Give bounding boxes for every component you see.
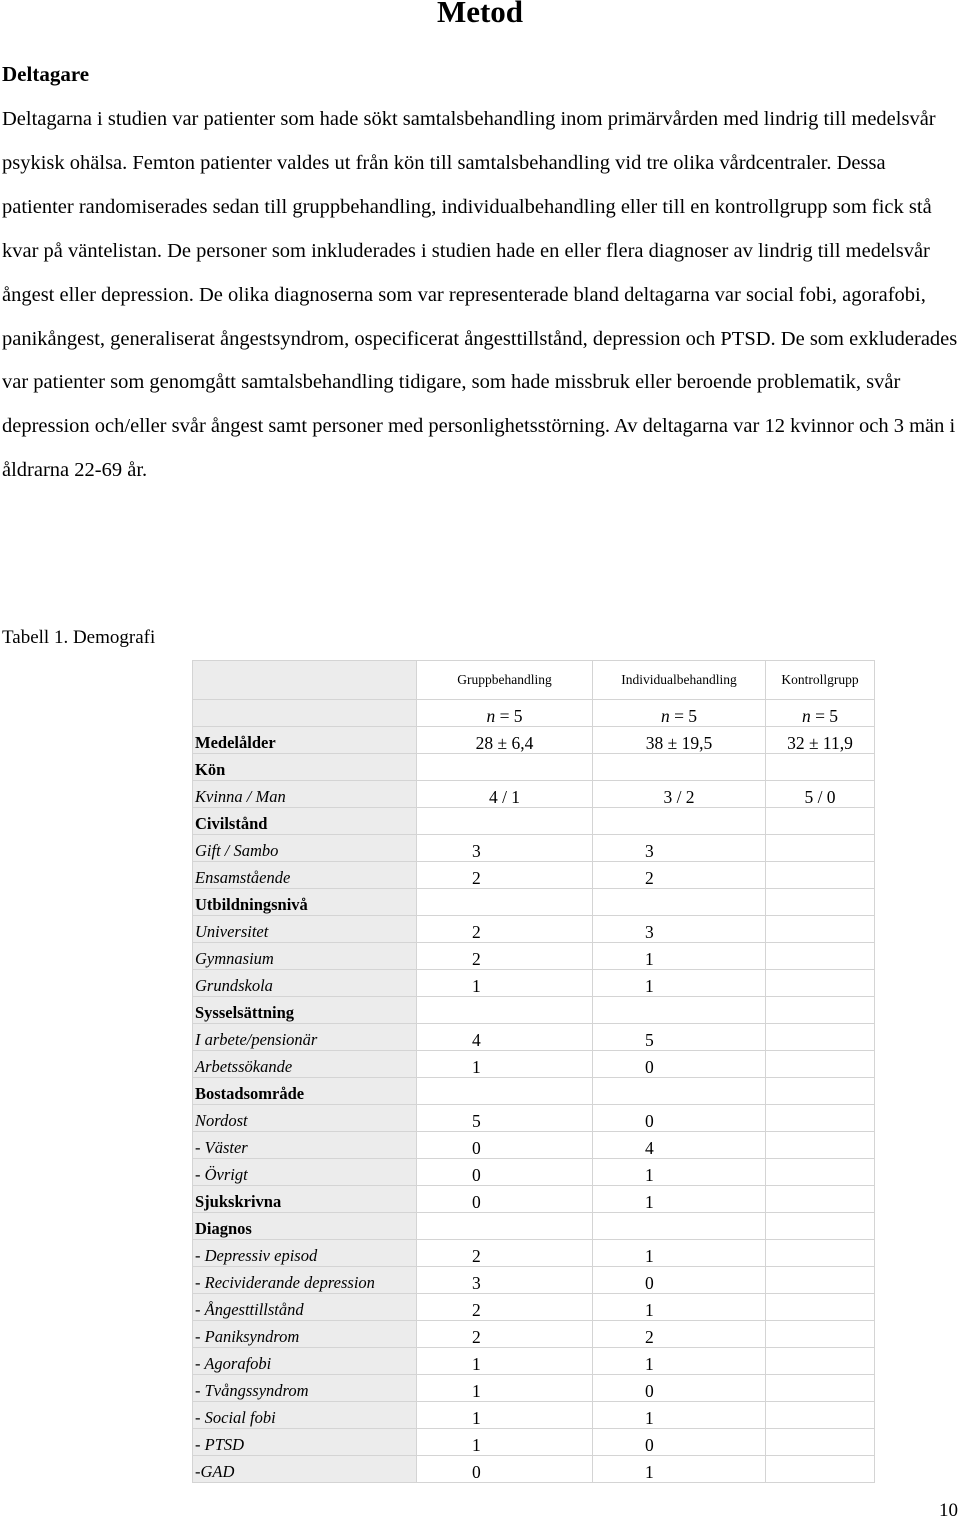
value-cell (593, 889, 766, 916)
value-cell: 3 (417, 1267, 593, 1294)
value-cell (417, 1078, 593, 1105)
value-cell: 4 (593, 1132, 766, 1159)
header-empty-cell (193, 661, 417, 700)
value-cell: 2 (593, 1321, 766, 1348)
table-row (193, 1159, 875, 1186)
row-label: Medelålder (193, 727, 417, 754)
table-body (193, 661, 875, 1483)
value-cell: 3 (593, 916, 766, 943)
value-cell: 1 (417, 1051, 593, 1078)
value-cell (766, 754, 875, 781)
value-cell: 1 (593, 1240, 766, 1267)
value-cell: 2 (417, 916, 593, 943)
table-row (193, 862, 875, 889)
row-label: Bostadsområde (193, 1078, 417, 1105)
value-cell: 1 (593, 1402, 766, 1429)
value-cell: 0 (593, 1375, 766, 1402)
sample-size-row (193, 700, 875, 727)
row-label: Sjukskrivna (193, 1186, 417, 1213)
value-cell: 1 (417, 1402, 593, 1429)
row-label: - Recividerande depression (193, 1267, 417, 1294)
value-cell: 38 ± 19,5 (593, 727, 766, 754)
value-cell: 0 (593, 1051, 766, 1078)
value-cell (766, 1132, 875, 1159)
row-label: Diagnos (193, 1213, 417, 1240)
column-header-gruppbehandling: Gruppbehandling (417, 661, 593, 700)
table-row (193, 1402, 875, 1429)
value-cell (766, 1375, 875, 1402)
value-cell: 3 (417, 835, 593, 862)
value-cell (766, 1024, 875, 1051)
value-cell (766, 889, 875, 916)
value-cell (593, 1213, 766, 1240)
value-cell (766, 997, 875, 1024)
value-cell: 0 (417, 1132, 593, 1159)
value-cell: 1 (417, 1375, 593, 1402)
row-label: - Social fobi (193, 1402, 417, 1429)
value-cell (766, 1051, 875, 1078)
value-cell: 4 / 1 (417, 781, 593, 808)
value-cell: 0 (593, 1105, 766, 1132)
value-cell: 1 (593, 1294, 766, 1321)
table-caption: Tabell 1. Demografi (2, 627, 156, 648)
table-row (193, 781, 875, 808)
table-row (193, 889, 875, 916)
value-cell: 2 (417, 1321, 593, 1348)
value-cell: 1 (417, 1348, 593, 1375)
row-label: - Paniksyndrom (193, 1321, 417, 1348)
row-label: Grundskola (193, 970, 417, 997)
value-cell (766, 1402, 875, 1429)
row-label: - Övrigt (193, 1159, 417, 1186)
value-cell: 2 (417, 1240, 593, 1267)
row-label: Sysselsättning (193, 997, 417, 1024)
value-cell: 3 (593, 835, 766, 862)
row-label: Utbildningsnivå (193, 889, 417, 916)
value-cell (766, 862, 875, 889)
row-label: Ensamstående (193, 862, 417, 889)
value-cell (593, 997, 766, 1024)
row-label: Gift / Sambo (193, 835, 417, 862)
value-cell (766, 1186, 875, 1213)
table-row (193, 1132, 875, 1159)
value-cell: 2 (593, 862, 766, 889)
value-cell: 1 (593, 970, 766, 997)
row-label: - Agorafobi (193, 1348, 417, 1375)
value-cell: 1 (417, 1429, 593, 1456)
value-cell (593, 754, 766, 781)
value-cell (766, 1078, 875, 1105)
value-cell (417, 889, 593, 916)
table-row (193, 835, 875, 862)
table-row (193, 1429, 875, 1456)
value-cell (766, 1159, 875, 1186)
value-cell (766, 1294, 875, 1321)
row-label: Nordost (193, 1105, 417, 1132)
table-row (193, 1024, 875, 1051)
row-label: Kvinna / Man (193, 781, 417, 808)
table-row (193, 1078, 875, 1105)
value-cell: 0 (417, 1159, 593, 1186)
value-cell: 5 (417, 1105, 593, 1132)
table-row (193, 943, 875, 970)
value-cell (766, 1105, 875, 1132)
row-label: - Tvångssyndrom (193, 1375, 417, 1402)
sample-size-cell: n = 5 (766, 700, 875, 727)
row-label: - Väster (193, 1132, 417, 1159)
table-row (193, 1213, 875, 1240)
value-cell (417, 997, 593, 1024)
value-cell (417, 1213, 593, 1240)
value-cell: 28 ± 6,4 (417, 727, 593, 754)
row-label: Gymnasium (193, 943, 417, 970)
column-header-kontrollgrupp: Kontrollgrupp (766, 661, 875, 700)
body-paragraph: Deltagarna i studien var patienter som hade sökt samtalsbehandling inom primärvården med lindrig till medelsvår psykisk ohälsa. Femton patienter valdes ut från kön till samtalsbehandling vid tre olika vårdcentraler. Dessa patienter randomiserades sedan till gruppbehandling, individualbehandling eller till en kontrollgrupp som fick stå kvar på väntelistan. De personer som inkluderades i studien hade en eller flera diagnoser av lindrig till medelsvår ångest eller depression. De olika diagnoserna som var representerade bland deltagarna var social fobi, agorafobi, panikångest, generaliserat ångestsyndrom, ospecificerat ångesttillstånd, depression och PTSD. De som exkluderades var patienter som genomgått samtalsbehandling tidigare, som hade missbruk eller beroende problematik, svår depression och/eller svår ångest samt personer med personlighetsstörning. Av deltagarna var 12 kvinnor och 3 män i åldrarna 22-69 år. (2, 108, 958, 482)
table-row (193, 1321, 875, 1348)
value-cell (766, 1321, 875, 1348)
table-row (193, 997, 875, 1024)
value-cell: 0 (417, 1186, 593, 1213)
demographics-table (192, 660, 875, 1483)
table-row (193, 1240, 875, 1267)
value-cell: 5 (593, 1024, 766, 1051)
value-cell: 4 (417, 1024, 593, 1051)
column-header-individualbehandling: Individualbehandling (593, 661, 766, 700)
sample-size-label-cell (193, 700, 417, 727)
value-cell: 0 (417, 1456, 593, 1483)
table-row (193, 1348, 875, 1375)
table-row (193, 1267, 875, 1294)
table-row (193, 1051, 875, 1078)
sample-size-cell: n = 5 (593, 700, 766, 727)
row-label: -GAD (193, 1456, 417, 1483)
table-row (193, 916, 875, 943)
table-row (193, 1456, 875, 1483)
section-heading: Metod (436, 0, 524, 29)
value-cell (766, 970, 875, 997)
value-cell: 3 / 2 (593, 781, 766, 808)
value-cell: 0 (593, 1267, 766, 1294)
value-cell: 2 (417, 943, 593, 970)
value-cell: 5 / 0 (766, 781, 875, 808)
value-cell: 1 (593, 1186, 766, 1213)
row-label: - Depressiv episod (193, 1240, 417, 1267)
value-cell: 1 (417, 970, 593, 997)
value-cell: 32 ± 11,9 (766, 727, 875, 754)
table-header-row (193, 661, 875, 700)
value-cell (766, 1429, 875, 1456)
value-cell (766, 835, 875, 862)
value-cell (417, 808, 593, 835)
value-cell: 1 (593, 943, 766, 970)
table-row (193, 970, 875, 997)
row-label: - PTSD (193, 1429, 417, 1456)
value-cell: 2 (417, 1294, 593, 1321)
value-cell: 1 (593, 1456, 766, 1483)
row-label: Universitet (193, 916, 417, 943)
value-cell (766, 1213, 875, 1240)
subsection-heading: Deltagare (2, 62, 90, 86)
table-row (193, 1375, 875, 1402)
value-cell (766, 1240, 875, 1267)
value-cell (766, 916, 875, 943)
value-cell (766, 1456, 875, 1483)
value-cell (766, 1348, 875, 1375)
row-label: Civilstånd (193, 808, 417, 835)
table-row (193, 727, 875, 754)
row-label: - Ångesttillstånd (193, 1294, 417, 1321)
row-label: Kön (193, 754, 417, 781)
table-row (193, 1105, 875, 1132)
value-cell: 1 (593, 1159, 766, 1186)
row-label: I arbete/pensionär (193, 1024, 417, 1051)
table-row (193, 1294, 875, 1321)
sample-size-cell: n = 5 (417, 700, 593, 727)
value-cell: 0 (593, 1429, 766, 1456)
table-row (193, 808, 875, 835)
value-cell (766, 1267, 875, 1294)
value-cell (766, 808, 875, 835)
value-cell (593, 1078, 766, 1105)
value-cell (593, 808, 766, 835)
value-cell: 1 (593, 1348, 766, 1375)
value-cell (417, 754, 593, 781)
page-number: 10 (939, 1500, 958, 1521)
row-label: Arbetssökande (193, 1051, 417, 1078)
value-cell: 2 (417, 862, 593, 889)
value-cell (766, 943, 875, 970)
table-row (193, 1186, 875, 1213)
table-row (193, 754, 875, 781)
